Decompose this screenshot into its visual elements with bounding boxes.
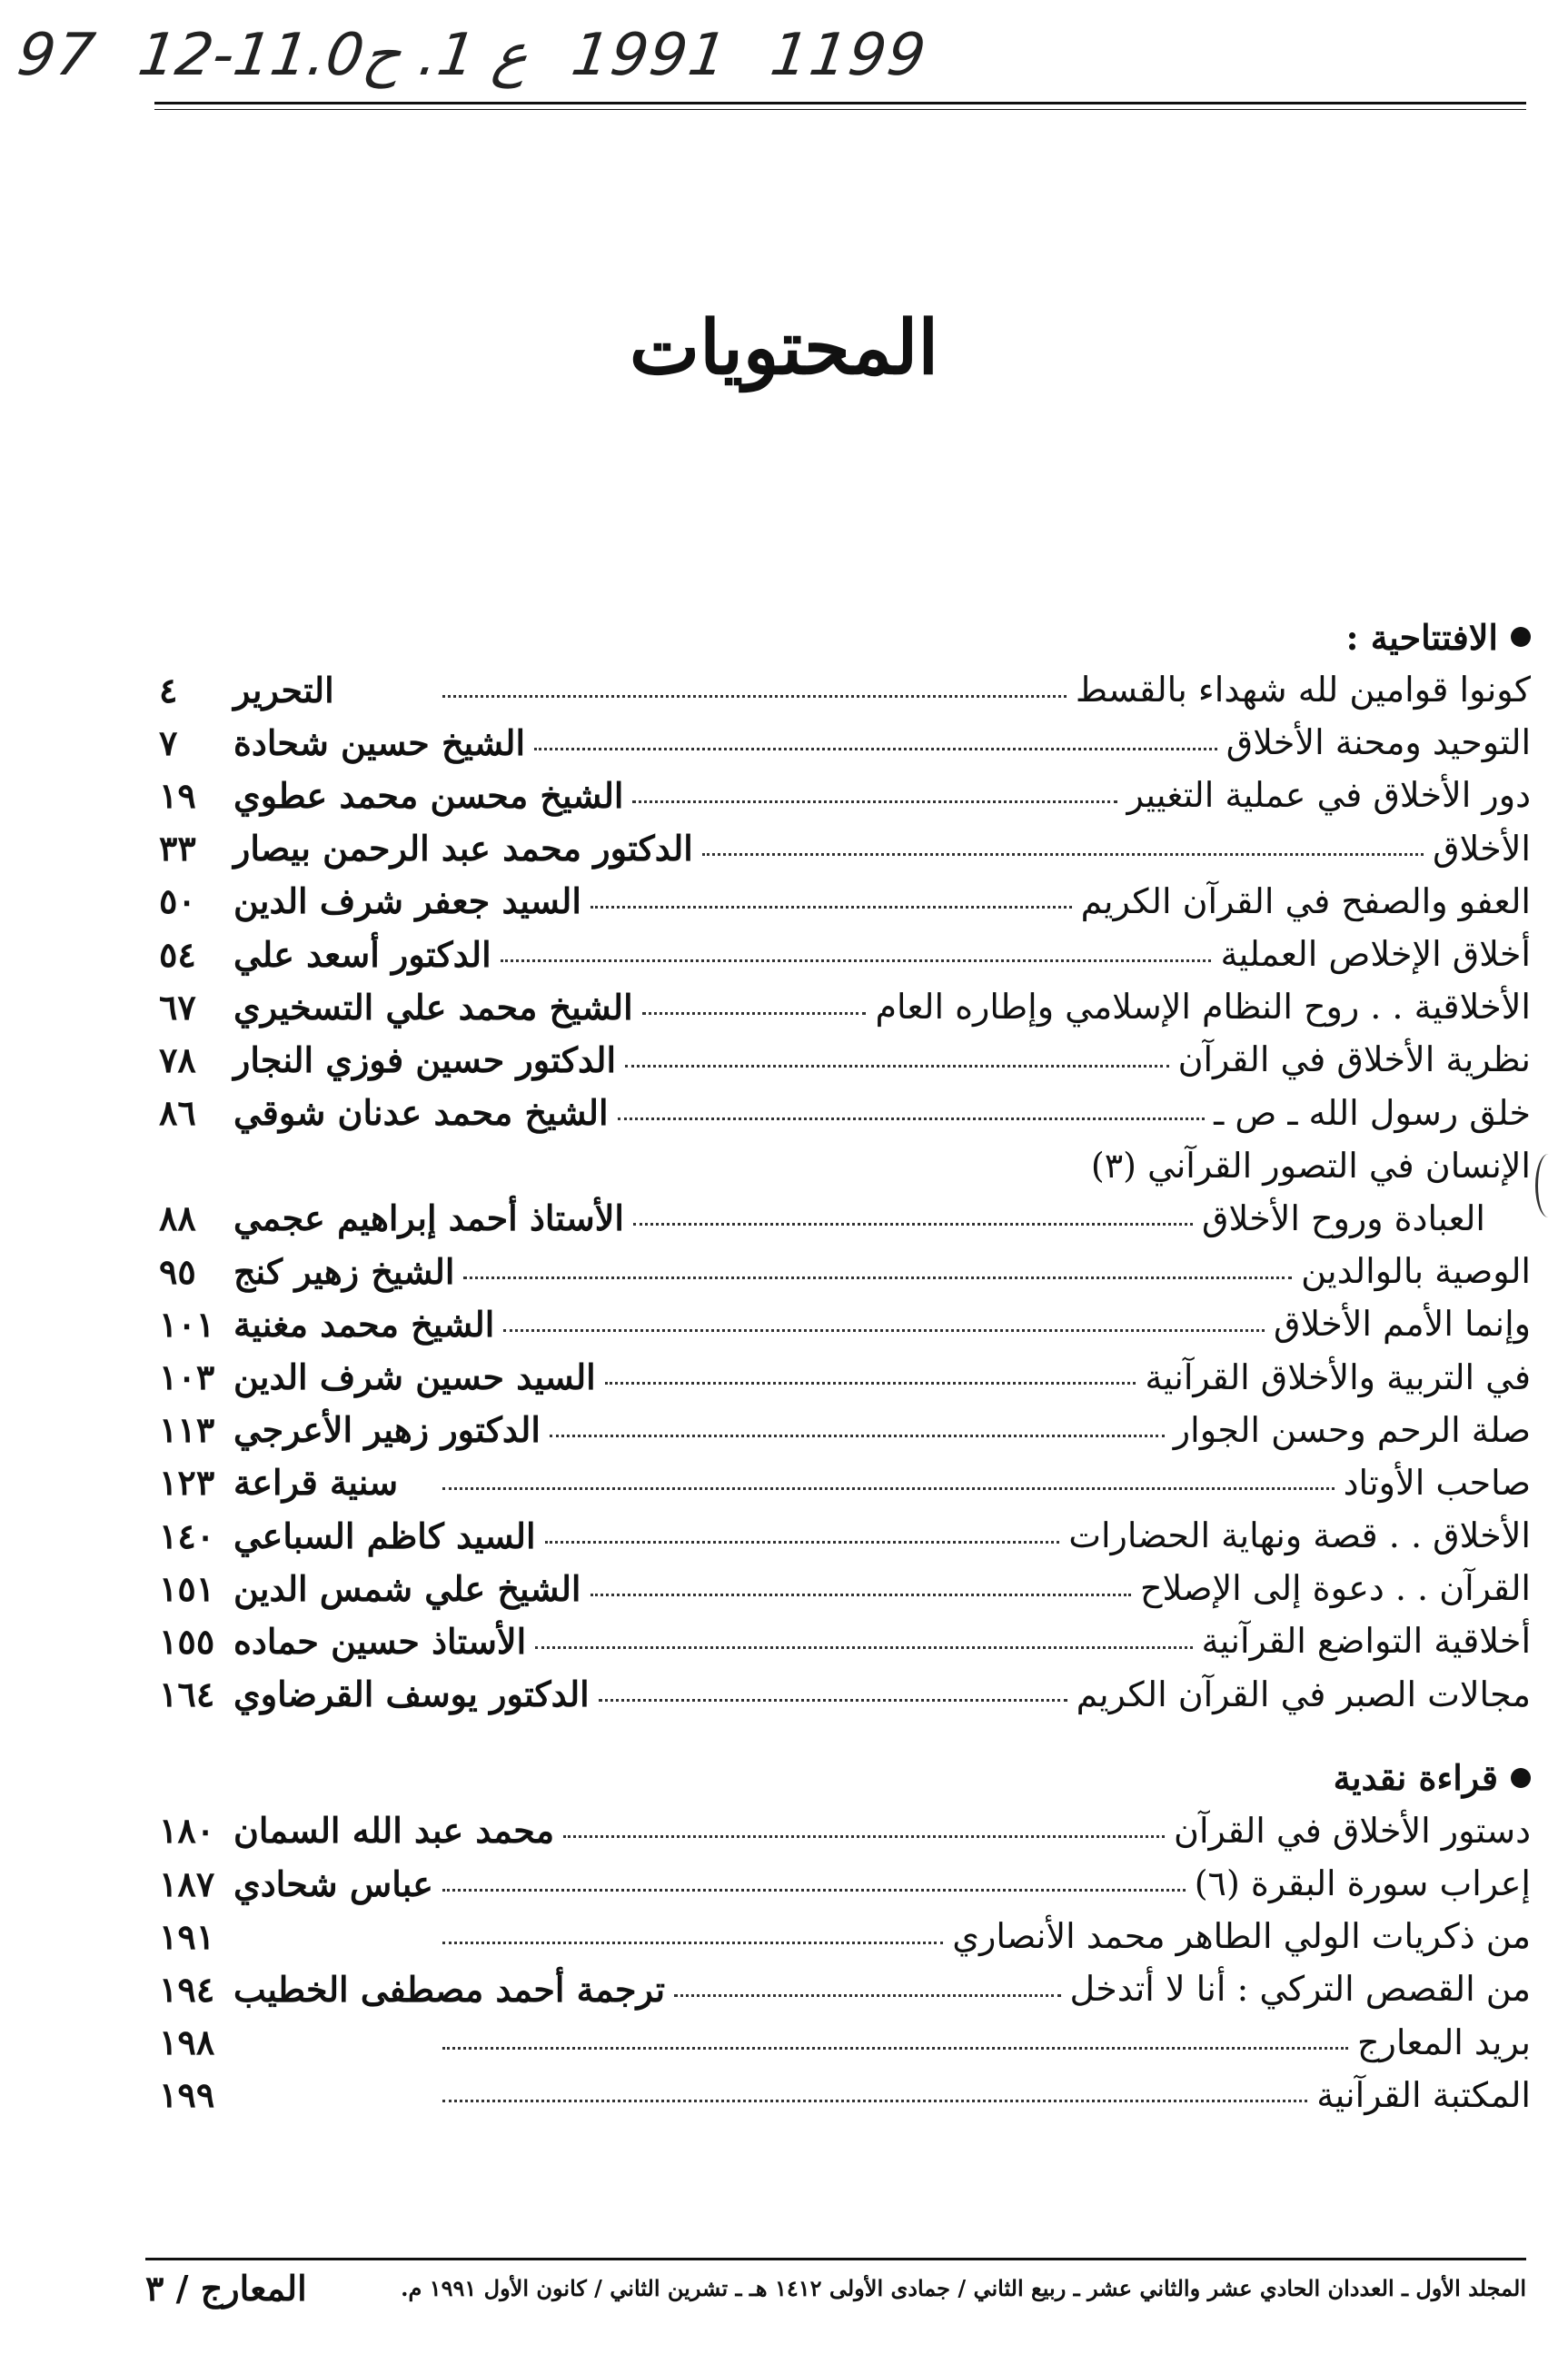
entry-title: كونوا قوامين لله شهداء بالقسط [1075,670,1531,710]
entry-page: ١٩٨ [159,2021,215,2063]
section-heading-text: الافتتاحية : [1345,616,1498,658]
top-rule-thin [154,109,1526,110]
leader-dots [503,1329,1265,1332]
entry-title: صلة الرحم وحسن الجوار [1173,1409,1531,1450]
toc-entry [159,1509,1531,1562]
leader-dots [605,1382,1136,1385]
section-gap [159,1721,1531,1752]
leader-dots [563,1835,1165,1838]
entry-page: ١٥١ [159,1567,215,1609]
entry-title: بريد المعارج [1356,2021,1531,2062]
entry-title: صاحب الأوتاد [1343,1462,1531,1503]
table-of-contents [159,611,1531,2121]
page-footer [145,2268,1526,2309]
section-heading [159,1752,1531,1804]
entry-title: الأخلاقية . . روح النظام الإسلامي وإطاره العام [875,987,1531,1028]
entry-title: الأخلاق [1433,828,1531,869]
entry-page: ٩٥ [159,1250,196,1292]
leader-dots [674,1994,1060,1997]
entry-author: السيد حسين شرف الدين [233,1356,596,1398]
entry-page: ١٤٠ [159,1515,215,1556]
leader-dots [442,2047,1348,2050]
toc-entry [159,1668,1531,1721]
entry-page: ١١٣ [159,1409,215,1451]
entry-page: ٨٦ [159,1092,196,1134]
leader-dots [633,1223,1193,1226]
toc-entry [159,769,1531,821]
entry-page: ٥٠ [159,880,196,922]
top-rule [154,102,1526,104]
footer-note: المجلد الأول ـ العددان الحادي عشر والثاني عشر ـ ربيع الثاني / جمادى الأولى ١٤١٢ هـ ـ تشرين الثاني / كانون الأول ١٩٩١ م. [401,2275,1526,2301]
entry-author: الأستاذ أحمد إبراهيم عجمي [233,1197,624,1239]
entry-title: أخلاقية التواضع القرآنية [1201,1621,1531,1662]
entry-author: السيد جعفر شرف الدين [233,880,581,922]
toc-entry [159,716,1531,769]
entry-title: العفو والصفح في القرآن الكريم [1080,880,1531,921]
entry-title: دستور الأخلاق في القرآن [1174,1810,1531,1851]
toc-entry [159,2016,1531,2069]
toc-entry [159,1192,1531,1245]
entry-page: ١٢٣ [159,1462,215,1504]
leader-dots [618,1117,1206,1120]
handwritten-item: 97 [13,22,101,89]
section-heading [159,611,1531,663]
handwritten-item: 12-11.ع 1. ح0 [134,22,533,89]
entry-author: الدكتور محمد عبد الرحمن بيصار [233,828,693,869]
entry-page: ٤ [159,669,178,710]
entry-author: ترجمة أحمد مصطفى الخطيب [233,1968,666,2010]
leader-dots [625,1065,1169,1068]
entry-author: الشيخ محمد عدنان شوقي [233,1092,609,1134]
entry-author: الدكتور يوسف القرضاوي [233,1674,590,1715]
toc-entry [159,1910,1531,1962]
entry-author: الشيخ حسين شحادة [233,721,526,763]
entry-author: التحرير [233,669,334,710]
entry-title: المكتبة القرآنية [1316,2074,1531,2115]
toc-entry [159,1139,1531,1192]
toc-entry [159,2069,1531,2121]
leader-dots [442,1889,1186,1892]
entry-title: من ذكريات الولي الطاهر محمد الأنصاري [952,1916,1531,1957]
entry-author: الدكتور أسعد علي [233,933,491,975]
entry-page: ٧ [159,721,178,763]
leader-dots [535,1646,1192,1649]
footer-journal: المعارج / ٣ [145,2268,307,2309]
leader-dots [642,1012,867,1015]
entry-page: ١٩ [159,774,196,816]
section-heading-text: قراءة نقدية [1333,1757,1498,1799]
entry-title: وإنما الأمم الأخلاق [1274,1304,1531,1345]
leader-dots [632,800,1117,803]
entry-author: الشيخ زهير كنج [233,1250,455,1292]
margin-mark [1535,1154,1562,1217]
toc-entry [159,1562,1531,1614]
entry-title: الوصية بالوالدين [1301,1251,1531,1292]
handwritten-annotation [13,16,1435,89]
entry-author: الدكتور حسين فوزي النجار [233,1038,617,1080]
entry-page: ٥٤ [159,933,196,975]
leader-dots [545,1541,1060,1544]
entry-page: ١٩٩ [159,2074,215,2116]
entry-author: الدكتور زهير الأعرجي [233,1409,541,1451]
entry-title: الإنسان في التصور القرآني (٣) [1090,1145,1531,1186]
leader-dots [702,853,1424,856]
leader-dots [599,1699,1067,1702]
leader-dots [442,2100,1307,2102]
leader-dots [550,1435,1165,1437]
entry-page: ١٠١ [159,1303,215,1345]
entry-title: التوحيد ومحنة الأخلاق [1226,722,1531,763]
entry-page: ١٠٣ [159,1356,215,1398]
leader-dots [590,1594,1132,1596]
entry-title: خلق رسول الله ـ ص ـ [1214,1092,1531,1133]
entry-title: مجالات الصبر في القرآن الكريم [1076,1674,1531,1714]
toc-entry [159,1857,1531,1910]
entry-author: الأستاذ حسين حماده [233,1620,527,1662]
toc-entry [159,1404,1531,1456]
entry-page: ١٨٧ [159,1862,215,1904]
leader-dots [463,1276,1292,1279]
toc-entry [159,875,1531,928]
entry-author: الشيخ محمد مغنية [233,1303,495,1345]
entry-title: نظرية الأخلاق في القرآن [1177,1039,1531,1080]
toc-entry [159,1350,1531,1403]
toc-entry [159,980,1531,1033]
toc-entry [159,1456,1531,1509]
entry-title: الأخلاق . . قصة ونهاية الحضارات [1068,1515,1531,1556]
entry-author: الشيخ علي شمس الدين [233,1567,581,1609]
entry-page: ١٩٤ [159,1968,215,2010]
entry-page: ٨٨ [159,1197,196,1239]
toc-entry [159,663,1531,716]
entry-title: إعراب سورة البقرة (٦) [1194,1863,1531,1904]
toc-entry [159,1804,1531,1857]
toc-entry [159,1087,1531,1139]
entry-page: ٧٨ [159,1038,196,1080]
entry-author: محمد عبد الله السمان [233,1810,555,1852]
entry-page: ٦٧ [159,986,196,1028]
bottom-rule [145,2258,1526,2260]
entry-author: سنية قراعة [233,1462,399,1504]
leader-dots [501,959,1212,962]
leader-dots [590,906,1072,909]
entry-title: أخلاق الإخلاص العملية [1220,934,1531,975]
entry-author: عباس شحادي [233,1862,433,1904]
entry-title: القرآن . . دعوة إلى الإصلاح [1140,1568,1531,1609]
leader-dots [442,1487,1335,1490]
entry-author: الشيخ محسن محمد عطوي [233,774,624,816]
entry-page: ١٦٤ [159,1674,215,1715]
entry-title: العبادة وروح الأخلاق [1202,1197,1485,1238]
leader-dots [442,1942,943,1944]
entry-author: السيد كاظم السباعي [233,1515,536,1556]
leader-dots [442,695,1067,698]
bullet-icon [1511,1768,1531,1788]
toc-entry [159,822,1531,875]
entry-page: ١٨٠ [159,1810,215,1852]
page-title: المحتويات [629,304,939,392]
toc-entry [159,928,1531,980]
leader-dots [534,748,1217,750]
handwritten-item: 1991 [567,22,732,89]
toc-entry [159,1033,1531,1086]
toc-entry [159,1245,1531,1297]
entry-title: من القصص التركي : أنا لا أتدخل [1069,1969,1531,2010]
entry-page: ١٥٥ [159,1620,215,1662]
bullet-icon [1511,627,1531,647]
entry-title: في التربية والأخلاق القرآنية [1145,1356,1531,1397]
entry-page: ٣٣ [159,828,196,869]
entry-author: الشيخ محمد علي التسخيري [233,986,633,1028]
entry-title: دور الأخلاق في عملية التغيير [1126,775,1531,816]
toc-entry [159,1614,1531,1667]
toc-entry [159,1297,1531,1350]
handwritten-item: 1199 [766,22,931,89]
toc-entry [159,1962,1531,2015]
entry-page: ١٩١ [159,1915,215,1957]
